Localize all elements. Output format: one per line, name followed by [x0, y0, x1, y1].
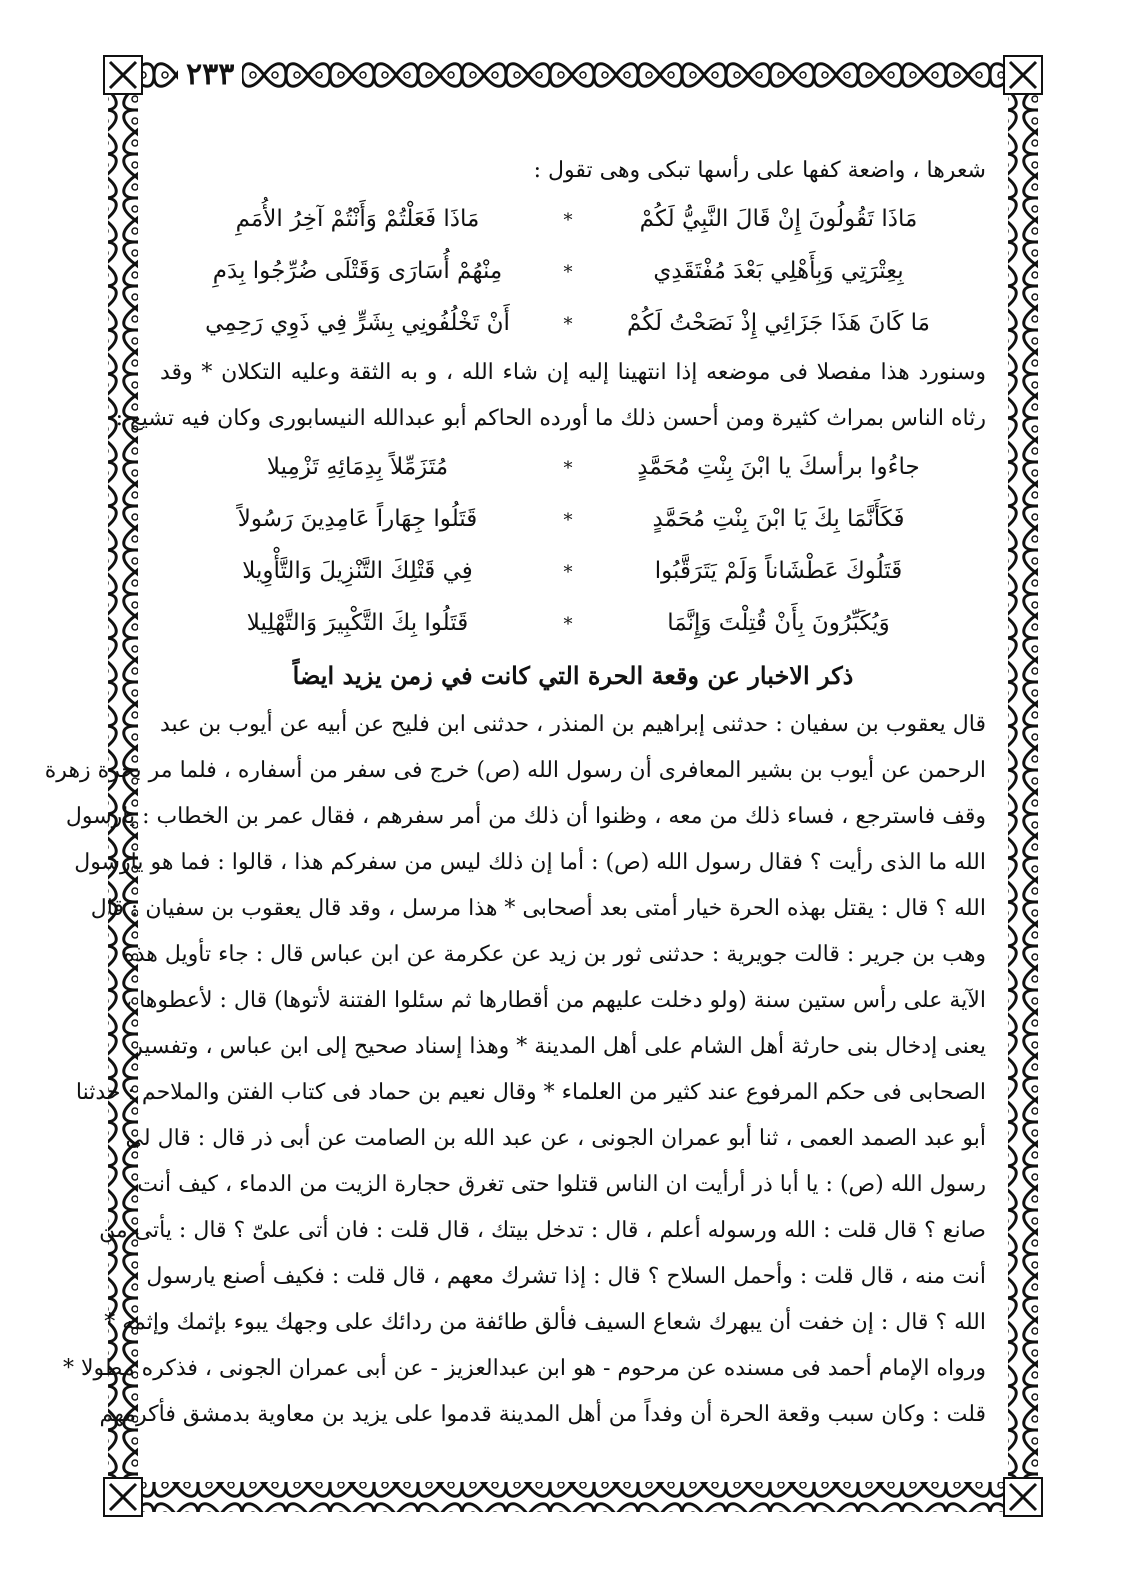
hemistich-first: مَاذَا تَقُولُونَ إِنْ قَالَ النَّبِيُّ لَكُمْ [639, 206, 918, 232]
verse-separator: * [563, 458, 573, 479]
body-text [44, 702, 986, 1438]
text-line: وهب بن جرير : قالت جويرية : حدثنى ثور بن زيد عن عكرمة عن ابن عباس قال : جاء تأويل هذه [123, 942, 986, 967]
text-line: الرحمن عن أيوب بن بشير المعافرى أن رسول الله (ص) خرج فى سفر من أسفاره ، فلما مر بحرة زهرة [44, 758, 986, 783]
intro-line: شعرها ، واضعة كفها على رأسها تبكى وهى تقول : [533, 158, 986, 183]
text-line: رسول الله (ص) : يا أبا ذر أرأيت ان الناس قتلوا حتى تغرق حجارة الزيت من الدماء ، كيف أنت [137, 1172, 986, 1197]
verse-separator: * [563, 210, 573, 231]
verse [160, 246, 986, 298]
verse-separator: * [563, 262, 573, 283]
hemistich-second: مَاذَا فَعَلْتُمْ وَأَنْتُمْ آخِرُ الأُمَمِ [235, 206, 480, 232]
hemistich-first: قَتَلُوكَ عَطْشَاناً وَلَمْ يَتَرَقَّبُوا [654, 558, 903, 584]
text-line: قال يعقوب بن سفيان : حدثنى إبراهيم بن المنذر ، حدثنى ابن فليح عن أبيه عن أيوب بن عبد [160, 712, 986, 737]
poem-1 [160, 194, 986, 350]
text-line: رثاه الناس بمراث كثيرة ومن أحسن ذلك ما أورده الحاكم أبو عبدالله النيسابورى وكان فيه تشيع : [115, 406, 986, 431]
hemistich-first: مَا كَانَ هَذَا جَزَائِي إِذْ نَصَحْتُ لَكُمْ [627, 310, 930, 336]
text-line: قلت : وكان سبب وقعة الحرة أن وفداً من أهل المدينة قدموا على يزيد بن معاوية بدمشق فأكرمهم [99, 1402, 986, 1427]
hemistich-second: قَتَلُوا بِكَ التَّكْبِيرَ وَالتَّهْلِيلا [246, 610, 469, 636]
hemistich-second: مُتَزَمِّلاً بِدِمَائِهِ تَزْمِيلا [266, 454, 449, 480]
hemistich-first: جاءُوا برأسكَ يا ابْنَ بِنْتِ مُحَمَّدٍ [637, 454, 920, 480]
verse [160, 194, 986, 246]
section-heading: ذكر الاخبار عن وقعة الحرة التي كانت في زمن يزيد ايضاً [292, 661, 854, 690]
verse-separator: * [563, 562, 573, 583]
border-top [108, 60, 1038, 90]
verse-separator: * [563, 314, 573, 335]
verse [160, 546, 986, 598]
verse [160, 598, 986, 650]
hemistich-second: أَنْ تَخْلُفُونِي بِشَرٍّ فِي ذَوِي رَحِمِي [205, 310, 510, 336]
text-line: يعنى إدخال بنى حارثة أهل الشام على أهل المدينة * وهذا إسناد صحيح إلى ابن عباس ، وتفسير [132, 1034, 986, 1059]
text-line: وسنورد هذا مفصلا فى موضعه إذا انتهينا إليه إن شاء الله ، و به الثقة وعليه التكلان * وقد [160, 360, 986, 385]
hemistich-first: بِعِتْرَتِي وَبِأَهْلِي بَعْدَ مُفْتَقَدِي [653, 258, 904, 284]
text-line: وقف فاسترجع ، فساء ذلك من معه ، وظنوا أن ذلك من أمر سفرهم ، فقال عمر بن الخطاب : يارسول [65, 804, 986, 829]
verse [160, 494, 986, 546]
verse [160, 442, 986, 494]
text-line: صانع ؟ قال قلت : الله ورسوله أعلم ، قال : تدخل بيتك ، قال قلت : فان أتى علىّ ؟ قال : يأتى من [99, 1218, 986, 1243]
border-right [1008, 60, 1038, 1512]
verse-separator: * [563, 614, 573, 635]
text-line: ورواه الإمام أحمد فى مسنده عن مرحوم - هو ابن عبدالعزيز - عن أبى عمران الجونى ، فذكره مطولا * [62, 1356, 986, 1381]
hemistich-first: فَكَأَنَّمَا بِكَ يَا ابْنَ بِنْتِ مُحَمَّدٍ [652, 506, 905, 532]
text-line: أنت منه ، قال قلت : وأحمل السلاح ؟ قال : إذا تشرك معهم ، قال قلت : فكيف أصنع يارسول [146, 1264, 986, 1289]
border-bottom [108, 1482, 1038, 1512]
text-line: الله ما الذى رأيت ؟ فقال رسول الله (ص) : أما إن ذلك ليس من سفركم هذا ، قالوا : فما هو يارسول [74, 850, 986, 875]
text-line: الصحابى فى حكم المرفوع عند كثير من العلماء * وقال نعيم بن حماد فى كتاب الفتن والملاحم : حدثنا [75, 1080, 986, 1105]
page-text [44, 148, 986, 1478]
text-line: أبو عبد الصمد العمى ، ثنا أبو عمران الجونى ، عن عبد الله بن الصامت عن أبى ذر قال : قال لى [125, 1126, 986, 1151]
poem-2 [160, 442, 986, 650]
text-line: الله ؟ قال : يقتل بهذه الحرة خيار أمتى بعد أصحابى * هذا مرسل ، وقد قال يعقوب بن سفيان : قال [90, 896, 986, 921]
verse-separator: * [563, 510, 573, 531]
hemistich-first: وَيُكَبِّرُونَ بِأَنْ قُتِلْتَ وَإِنَّمَا [667, 610, 890, 636]
hemistich-second: فِي قَتْلِكَ التَّنْزِيلَ وَالتَّأْوِيلا [242, 558, 473, 584]
text-line: الله ؟ قال : إن خفت أن يبهرك شعاع السيف فألق طائفة من ردائك على وجهك يبوء بإثمك وإثمه * [104, 1310, 986, 1335]
page-number: ٢٣٣ [178, 58, 242, 92]
hemistich-second: قَتَلُوا جِهَاراً عَامِدِينَ رَسُولاً [237, 506, 478, 532]
hemistich-second: مِنْهُمْ أُسَارَى وَقَتْلَى ضُرِّجُوا بِدَمِ [212, 258, 503, 284]
text-line: الآية على رأس ستين سنة (ولو دخلت عليهم من أقطارها ثم سئلوا الفتنة لأتوها) قال : لأعطوها ، [125, 988, 986, 1013]
verse [160, 298, 986, 350]
